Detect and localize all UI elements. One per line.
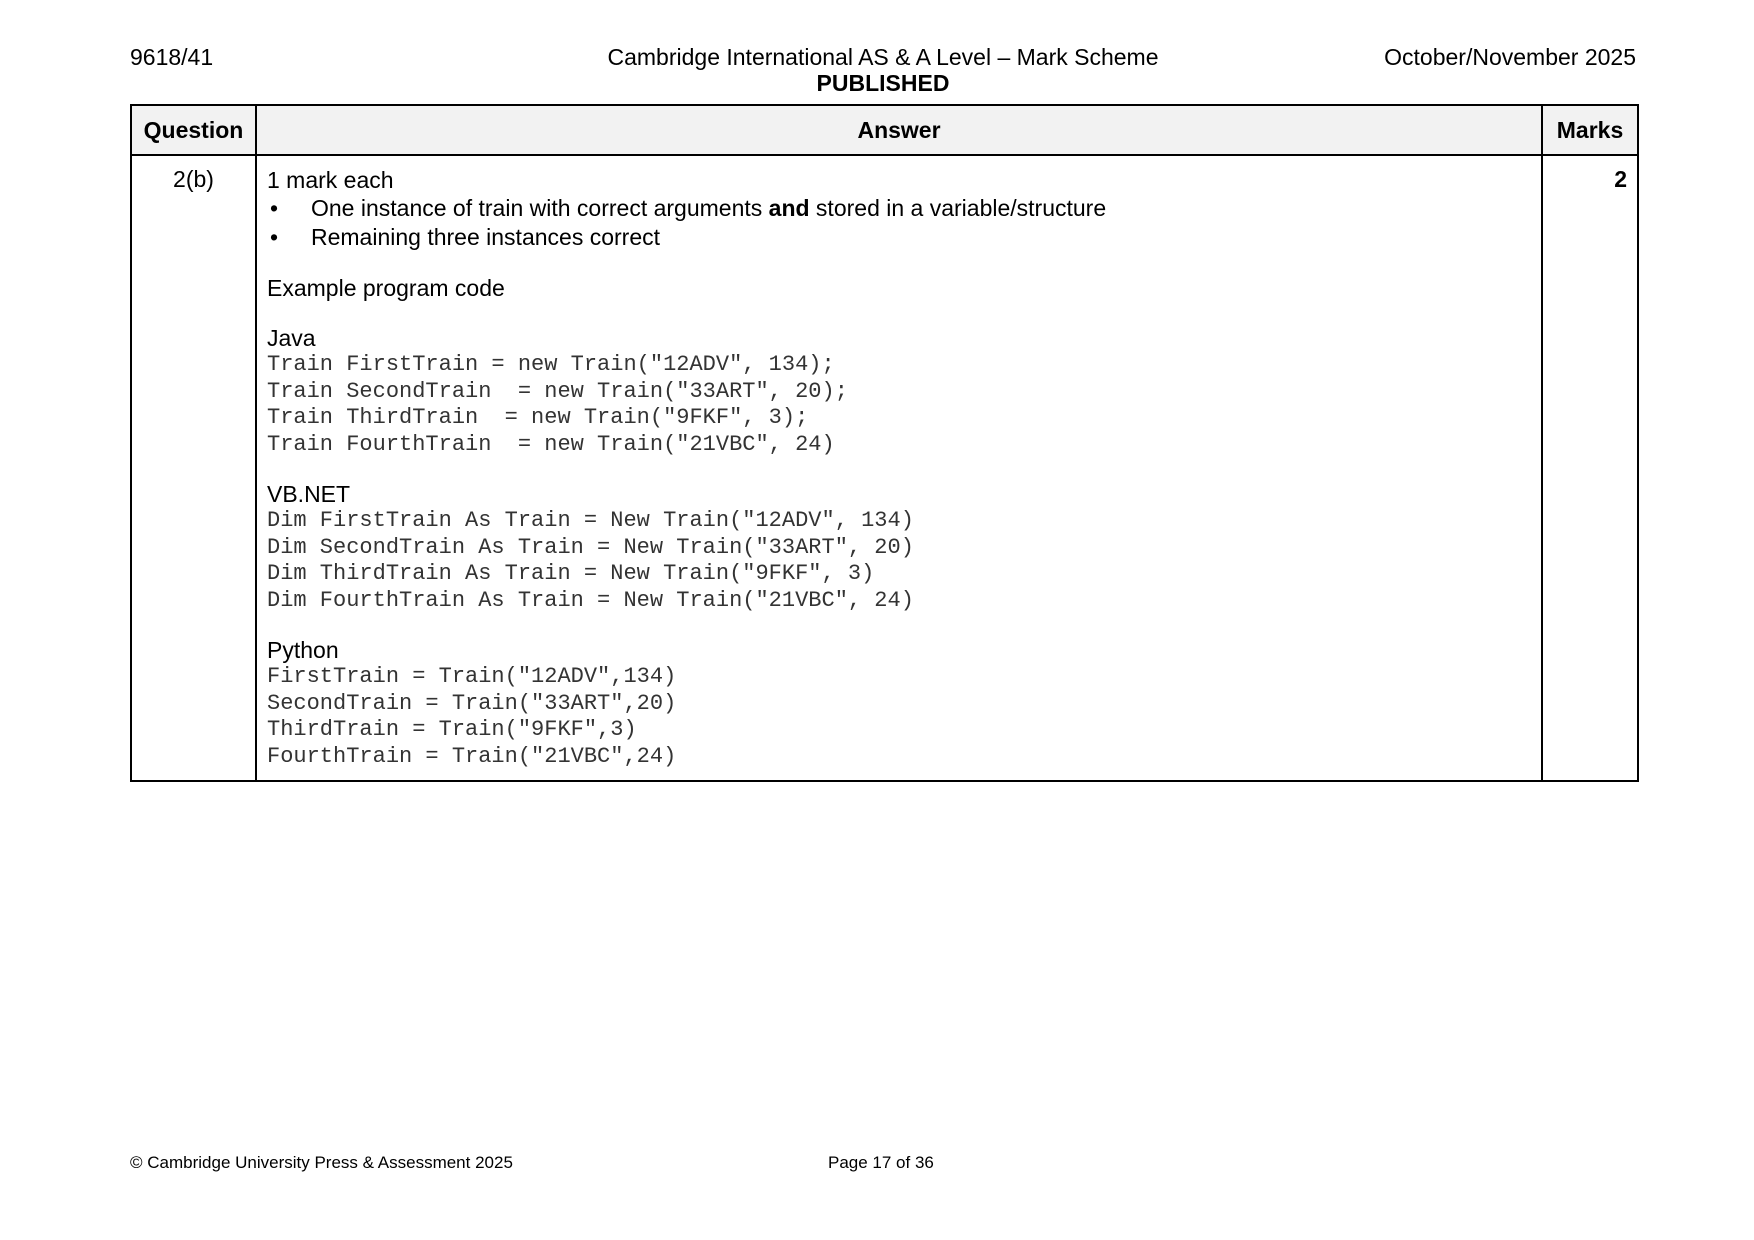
code-line: SecondTrain = Train("33ART",20) (267, 690, 677, 716)
code-line: Dim ThirdTrain As Train = New Train("9FKF", 3) (267, 561, 875, 586)
marking-points (267, 194, 1531, 252)
code-line: Train FourthTrain = new Train("21VBC", 24) (267, 431, 835, 457)
bullet-icon: • (270, 224, 279, 250)
page-number: Page 17 of 36 (828, 1153, 934, 1172)
list-item (267, 194, 1531, 223)
copyright-notice: © Cambridge University Press & Assessment 2025 (130, 1153, 513, 1172)
bullet-icon: • (270, 195, 279, 221)
example-heading: Example program code (267, 275, 505, 301)
code-line: ThirdTrain = Train("9FKF",3) (267, 717, 637, 742)
published-label: PUBLISHED (816, 70, 950, 96)
marks-value: 2 (1542, 155, 1638, 781)
table-header-row (131, 105, 1638, 155)
list-item (267, 223, 1531, 252)
bullet-text-start: One instance of train with correct arguments (311, 195, 769, 221)
code-line: Dim SecondTrain As Train = New Train("33ART", 20) (267, 534, 914, 560)
paper-code: 9618/41 (130, 44, 214, 70)
java-label: Java (267, 325, 316, 351)
marking-intro: 1 mark each (267, 167, 394, 193)
vbnet-label: VB.NET (267, 481, 351, 507)
code-line: Dim FirstTrain As Train = New Train("12ADV", 134) (267, 508, 914, 533)
code-line: Dim FourthTrain As Train = New Train("21VBC", 24) (267, 587, 914, 613)
answer-column-header: Answer (256, 105, 1542, 155)
question-number: 2(b) (131, 155, 256, 781)
table-row (131, 155, 1638, 781)
python-label: Python (267, 637, 339, 663)
mark-scheme-title: Cambridge International AS & A Level – Mark Scheme (607, 44, 1159, 70)
code-line: FirstTrain = Train("12ADV",134) (267, 664, 677, 689)
marks-column-header: Marks (1542, 105, 1638, 155)
python-code-block (267, 664, 1531, 770)
code-line: FourthTrain = Train("21VBC",24) (267, 743, 677, 769)
bullet-text-end: stored in a variable/structure (809, 195, 1107, 221)
code-line: Train SecondTrain = new Train("33ART", 20); (267, 378, 848, 404)
exam-session: October/November 2025 (1384, 44, 1636, 70)
bullet-text-bold: and (768, 195, 810, 221)
question-column-header: Question (131, 105, 256, 155)
java-code-block (267, 352, 1531, 458)
bullet-text: Remaining three instances correct (311, 224, 660, 250)
answer-cell (256, 155, 1542, 781)
code-line: Train FirstTrain = new Train("12ADV", 134); (267, 352, 835, 377)
vbnet-code-block (267, 508, 1531, 614)
mark-scheme-table (130, 104, 1639, 782)
code-line: Train ThirdTrain = new Train("9FKF", 3); (267, 405, 809, 430)
